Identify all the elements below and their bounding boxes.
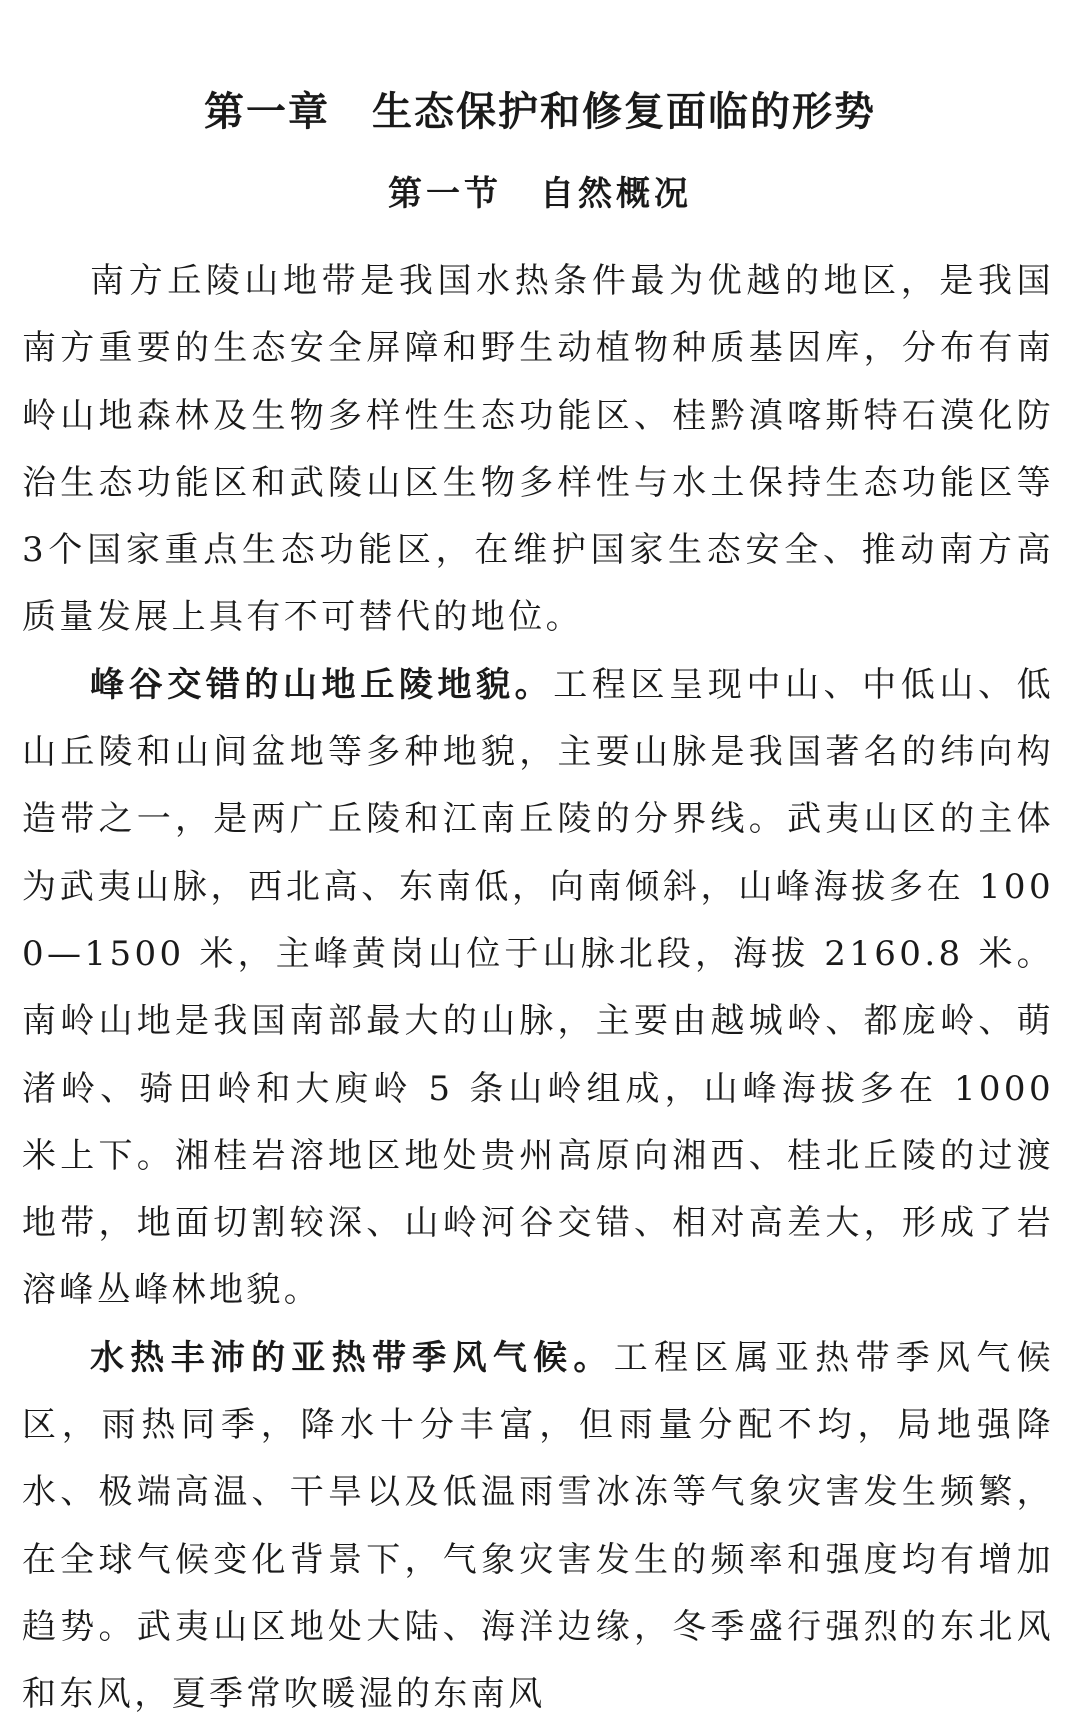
paragraph-landform (22, 652, 1054, 1325)
document-body (22, 248, 1054, 1729)
paragraph-lead: 水热丰沛的亚热带季风气候。 (90, 1337, 614, 1378)
paragraph-text: 工程区属亚热带季风气候区，雨热同季，降水十分丰富，但雨量分配不均，局地强降水、极端高温、干旱以及低温雨雪冰冻等气象灾害发生频繁，在全球气候变化背景下，气象灾害发生的频率和强度均有增加趋势。武夷山区地处大陆、海洋边缘，冬季盛行强烈的东北风和东风，夏季常吹暖湿的东南风 (22, 1337, 1054, 1715)
chapter-title: 第一章 生态保护和修复面临的形势 (204, 89, 876, 135)
paragraph-overview (22, 248, 1054, 652)
paragraph-lead: 峰谷交错的山地丘陵地貌。 (90, 664, 554, 705)
section-title: 第一节 自然概况 (388, 174, 692, 214)
paragraph-text: 工程区呈现中山、中低山、低山丘陵和山间盆地等多种地貌，主要山脉是我国著名的纬向构造带之一，是两广丘陵和江南丘陵的分界线。武夷山区的主体为武夷山脉，西北高、东南低，向南倾斜，山峰海拔多在 1000—1500 米，主峰黄岗山位于山脉北段，海拔 2160.8 米。南岭山地是我国南部最大的山脉，主要由越城岭、都庞岭、萌渚岭、骑田岭和大庾岭 5 条山岭组成，山峰海拔多在 1000 米上下。湘桂岩溶地区地处贵州高原向湘西、桂北丘陵的过渡地带，地面切割较深、山岭河谷交错、相对高差大，形成了岩溶峰丛峰林地貌。 (22, 664, 1054, 1311)
paragraph-text: 南方丘陵山地带是我国水热条件最为优越的地区，是我国南方重要的生态安全屏障和野生动植物种质基因库，分布有南岭山地森林及生物多样性生态功能区、桂黔滇喀斯特石漠化防治生态功能区和武陵山区生物多样性与水土保持生态功能区等3个国家重点生态功能区，在维护国家生态安全、推动南方高质量发展上具有不可替代的地位。 (22, 261, 1054, 638)
paragraph-climate (22, 1325, 1054, 1729)
